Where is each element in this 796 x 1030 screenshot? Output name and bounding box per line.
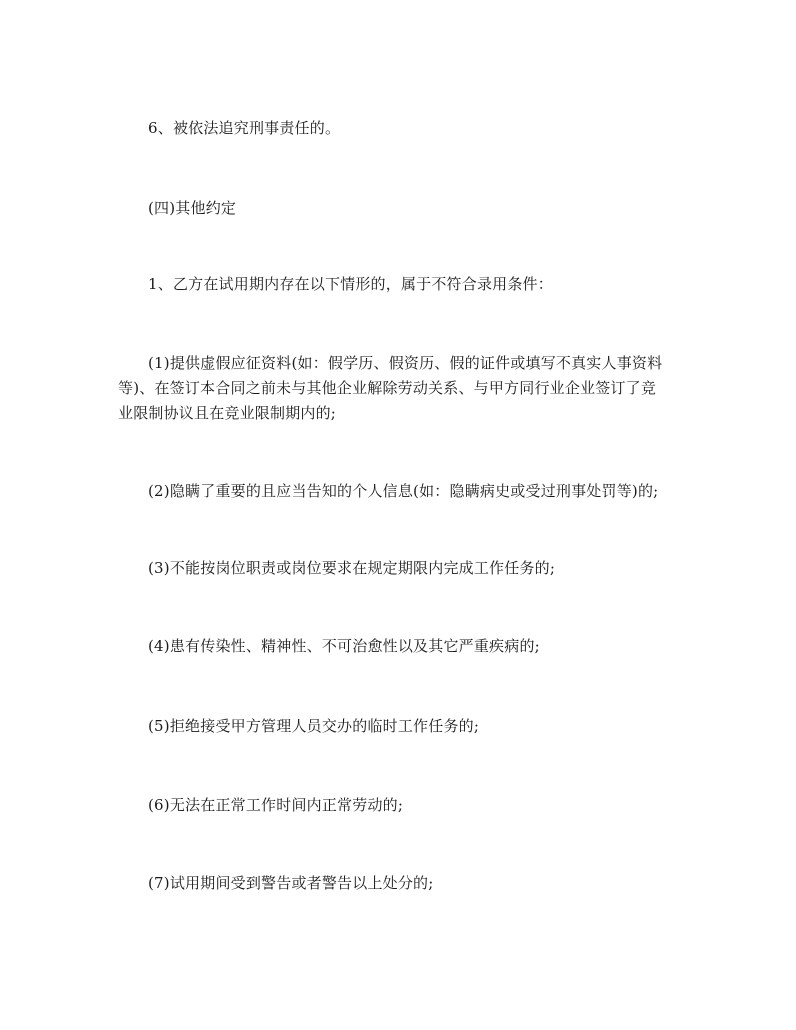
sub-item-2: (2)隐瞒了重要的且应当告知的个人信息(如：隐瞒病史或受过刑事处罚等)的; bbox=[148, 482, 659, 500]
sub-item-6: (6)无法在正常工作时间内正常劳动的; bbox=[148, 796, 404, 814]
sub-item-7: (7)试用期间受到警告或者警告以上处分的; bbox=[148, 874, 434, 892]
paragraph-item-1: 1、乙方在试用期内存在以下情形的，属于不符合录用条件： bbox=[148, 275, 553, 293]
sub-item-1-line-1: (1)提供虚假应征资料(如：假学历、假资历、假的证件或填写不真实人事资料 bbox=[148, 354, 663, 372]
sub-item-4: (4)患有传染性、精神性、不可治愈性以及其它严重疾病的; bbox=[148, 637, 540, 655]
section-heading: (四)其他约定 bbox=[148, 199, 237, 217]
sub-item-1-line-3: 业限制协议且在竞业限制期内的; bbox=[118, 404, 337, 422]
sub-item-3: (3)不能按岗位职责或岗位要求在规定期限内完成工作任务的; bbox=[148, 559, 556, 577]
sub-item-1-line-2: 等)、在签订本合同之前未与其他企业解除劳动关系、与甲方同行业企业签订了竞 bbox=[118, 379, 657, 397]
sub-item-5: (5)拒绝接受甲方管理人员交办的临时工作任务的; bbox=[148, 717, 480, 735]
paragraph-item-6: 6、被依法追究刑事责任的。 bbox=[148, 119, 341, 137]
